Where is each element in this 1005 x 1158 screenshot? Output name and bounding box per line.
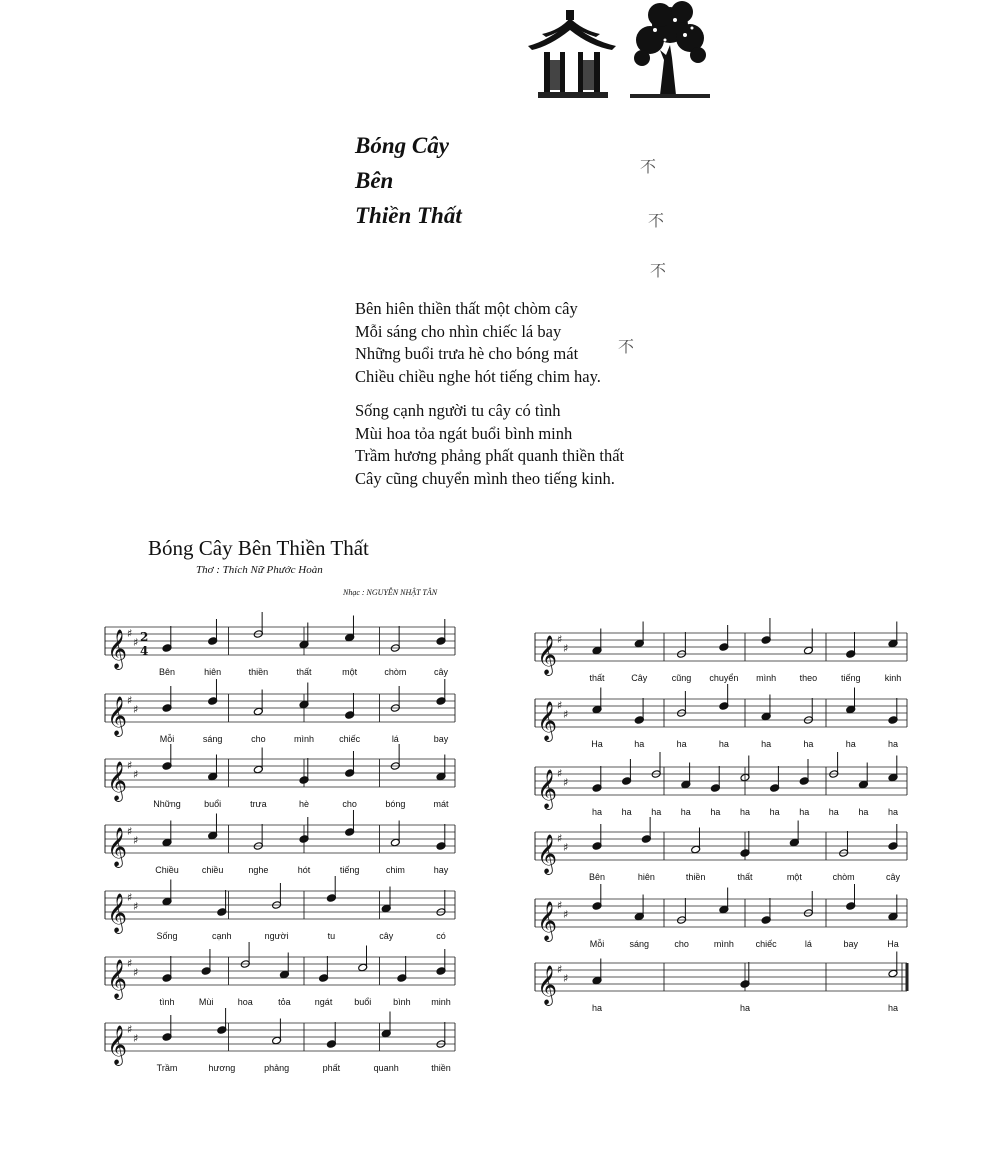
lyric-syllable: Ha <box>887 939 899 949</box>
sharp-sign: ♯ <box>133 1032 139 1045</box>
sharp-sign: ♯ <box>557 899 563 912</box>
lyric-syllable: ha <box>887 1003 899 1013</box>
lyric-syllable: ha <box>845 739 856 749</box>
poem-line: Mỗi sáng cho nhìn chiếc lá bay <box>355 321 562 341</box>
lyric-syllable: cây <box>885 872 901 882</box>
lyric-syllable: sáng <box>202 734 223 744</box>
treble-clef: 𝄞 <box>107 827 128 867</box>
lyric-syllable: cho <box>342 799 357 809</box>
lyric-syllable: bóng <box>385 799 406 809</box>
lyric-syllable: ha <box>676 739 687 749</box>
sharp-sign: ♯ <box>563 908 569 921</box>
poem-line: Sống cạnh người tu cây có tình <box>355 401 561 420</box>
sharp-sign: ♯ <box>563 776 569 789</box>
lyric-syllable: lá <box>391 734 399 744</box>
lyric-syllable: cũng <box>671 673 692 683</box>
lyric-syllable: bay <box>433 734 449 744</box>
lyric-syllable: chiếc <box>339 734 361 744</box>
poem-title-line-3: Thiền Thất <box>355 203 462 228</box>
lyric-syllable: Trầm <box>156 1063 178 1073</box>
lyric-syllable: ha <box>718 739 729 749</box>
lyric-syllable: ha <box>651 807 662 817</box>
lyric-syllable: lá <box>804 939 812 949</box>
time-signature-top: 2 <box>140 630 149 644</box>
treble-clef: 𝄞 <box>537 701 558 741</box>
sharp-sign: ♯ <box>127 627 133 640</box>
lyric-syllable: minh <box>431 997 451 1007</box>
lyric-syllable: thiền <box>431 1063 451 1073</box>
sharp-sign: ♯ <box>557 633 563 646</box>
treble-clef: 𝄞 <box>537 901 558 941</box>
score-poet: Thơ : Thích Nữ Phước Hoàn <box>196 564 323 576</box>
lyric-syllable: ha <box>799 807 810 817</box>
sharp-sign: ♯ <box>557 767 563 780</box>
decor-glyph: 不 <box>648 211 665 230</box>
lyric-syllable: Ha <box>591 739 603 749</box>
lyric-syllable: nghe <box>248 865 269 875</box>
lyric-syllable: ngát <box>314 997 333 1007</box>
score-composer: Nhạc : NGUYỄN NHẬT TÂN <box>343 588 438 597</box>
poem-line: Bên hiên thiền thất một chòm cây <box>355 299 578 318</box>
lyric-syllable: ha <box>803 739 814 749</box>
sharp-sign: ♯ <box>133 966 139 979</box>
lyric-syllable: ha <box>634 739 645 749</box>
lyric-syllable: kinh <box>884 673 902 683</box>
lyric-syllable: thất <box>737 872 753 882</box>
lyric-syllable: tiếng <box>339 865 360 875</box>
lyric-syllable: ha <box>828 807 839 817</box>
sharp-sign: ♯ <box>563 972 569 985</box>
lyric-syllable: ha <box>858 807 869 817</box>
lyric-syllable: một <box>342 667 358 677</box>
lyric-syllable: chòm <box>832 872 855 882</box>
lyric-syllable: cạnh <box>212 931 232 941</box>
lyric-syllable: ha <box>739 1003 751 1013</box>
lyric-syllable: phảng <box>264 1063 290 1073</box>
sharp-sign: ♯ <box>127 694 133 707</box>
lyric-syllable: có <box>436 931 446 941</box>
lyric-syllable: Sống <box>156 931 178 941</box>
treble-clef: 𝄞 <box>107 629 128 669</box>
lyric-syllable: Chiều <box>155 865 179 875</box>
lyric-syllable: tỏa <box>278 997 291 1007</box>
sharp-sign: ♯ <box>557 963 563 976</box>
score-title: Bóng Cây Bên Thiền Thất <box>148 536 369 560</box>
decor-glyph: 不 <box>640 157 657 176</box>
sharp-sign: ♯ <box>127 1023 133 1036</box>
lyric-syllable: theo <box>799 673 818 683</box>
lyric-syllable: chòm <box>384 667 407 677</box>
sharp-sign: ♯ <box>563 841 569 854</box>
lyric-syllable: bình <box>393 997 411 1007</box>
lyric-syllable: một <box>786 872 802 882</box>
lyric-syllable: hay <box>433 865 449 875</box>
lyric-syllable: người <box>264 931 289 941</box>
lyric-syllable: cho <box>674 939 689 949</box>
lyric-syllable: thiền <box>685 872 706 882</box>
treble-clef: 𝄞 <box>107 959 128 999</box>
lyric-syllable: Mỗi <box>159 734 175 744</box>
lyric-syllable: hiên <box>637 872 655 882</box>
lyric-syllable: chuyển <box>709 673 739 683</box>
lyric-syllable: mình <box>713 939 734 949</box>
lyric-syllable: ha <box>621 807 632 817</box>
treble-clef: 𝄞 <box>107 893 128 933</box>
sharp-sign: ♯ <box>133 636 139 649</box>
poem-line: Cây cũng chuyển mình theo tiếng kinh. <box>355 468 615 488</box>
treble-clef: 𝄞 <box>107 696 128 736</box>
lyric-syllable: Bên <box>588 872 606 882</box>
lyric-syllable: quanh <box>373 1063 399 1073</box>
poem-title-line-2: Bên <box>355 168 394 193</box>
sharp-sign: ♯ <box>133 703 139 716</box>
lyric-syllable: ha <box>739 807 751 817</box>
sharp-sign: ♯ <box>133 834 139 847</box>
lyric-syllable: Bên <box>158 667 176 677</box>
poem-title-line-1: Bóng Cây <box>355 133 449 158</box>
decor-glyph: 不 <box>618 337 635 356</box>
lyric-syllable: hót <box>297 865 311 875</box>
lyric-syllable: Mùi <box>198 997 214 1007</box>
lyric-syllable: chiều <box>201 865 224 875</box>
lyric-syllable: mát <box>433 799 449 809</box>
sharp-sign: ♯ <box>133 900 139 913</box>
sharp-sign: ♯ <box>557 832 563 845</box>
lyric-syllable: ha <box>761 739 772 749</box>
lyric-syllable: Cây <box>631 673 648 683</box>
lyric-syllable: tu <box>327 931 336 941</box>
sharp-sign: ♯ <box>563 708 569 721</box>
decor-glyph: 不 <box>650 261 667 280</box>
lyric-syllable: mình <box>756 673 777 683</box>
lyric-syllable: hiên <box>204 667 222 677</box>
sharp-sign: ♯ <box>127 891 133 904</box>
lyric-syllable: Những <box>153 799 181 809</box>
sharp-sign: ♯ <box>563 642 569 655</box>
lyric-syllable: sáng <box>629 939 650 949</box>
lyric-syllable: cây <box>379 931 394 941</box>
lyric-syllable: hương <box>208 1063 236 1073</box>
treble-clef: 𝄞 <box>537 635 558 675</box>
sharp-sign: ♯ <box>133 768 139 781</box>
treble-clef: 𝄞 <box>537 769 558 809</box>
lyric-syllable: ha <box>591 1003 603 1013</box>
lyric-syllable: chim <box>385 865 405 875</box>
lyric-syllable: buổi <box>354 997 372 1007</box>
poem-line: Những buổi trưa hè cho bóng mát <box>355 344 579 363</box>
lyric-syllable: phất <box>322 1063 341 1073</box>
lyric-syllable: bay <box>843 939 858 949</box>
lyric-syllable: hè <box>298 799 310 809</box>
lyric-syllable: mình <box>293 734 315 744</box>
lyric-syllable: ha <box>769 807 780 817</box>
lyric-syllable: thiền <box>248 667 269 677</box>
sharp-sign: ♯ <box>127 759 133 772</box>
lyric-syllable: thất <box>589 673 605 683</box>
treble-clef: 𝄞 <box>537 834 558 874</box>
lyric-syllable: hoa <box>237 997 253 1007</box>
poem-line: Chiều chiều nghe hót tiếng chim hay. <box>355 366 601 386</box>
sharp-sign: ♯ <box>557 699 563 712</box>
lyric-syllable: Mỗi <box>589 939 605 949</box>
lyric-syllable: ha <box>591 807 603 817</box>
lyric-syllable: ha <box>680 807 691 817</box>
lyric-syllable: ha <box>710 807 721 817</box>
poem-line: Trầm hương phảng phất quanh thiền thất <box>355 446 625 465</box>
treble-clef: 𝄞 <box>537 965 558 1005</box>
lyric-syllable: buổi <box>204 799 222 809</box>
lyric-syllable: ha <box>887 739 899 749</box>
poem-line: Mùi hoa tỏa ngát buổi bình minh <box>355 423 573 443</box>
sharp-sign: ♯ <box>127 825 133 838</box>
treble-clef: 𝄞 <box>107 761 128 801</box>
lyric-syllable: trưa <box>250 799 267 809</box>
lyric-syllable: thất <box>296 667 312 677</box>
lyric-syllable: chiếc <box>755 939 777 949</box>
lyric-syllable: cây <box>433 667 449 677</box>
lyric-syllable: tiếng <box>840 673 861 683</box>
time-signature-bottom: 4 <box>140 644 149 658</box>
sharp-sign: ♯ <box>127 957 133 970</box>
treble-clef: 𝄞 <box>107 1025 128 1065</box>
lyric-syllable: tình <box>159 997 175 1007</box>
lyric-syllable: ha <box>887 807 899 817</box>
lyric-syllable: cho <box>251 734 266 744</box>
